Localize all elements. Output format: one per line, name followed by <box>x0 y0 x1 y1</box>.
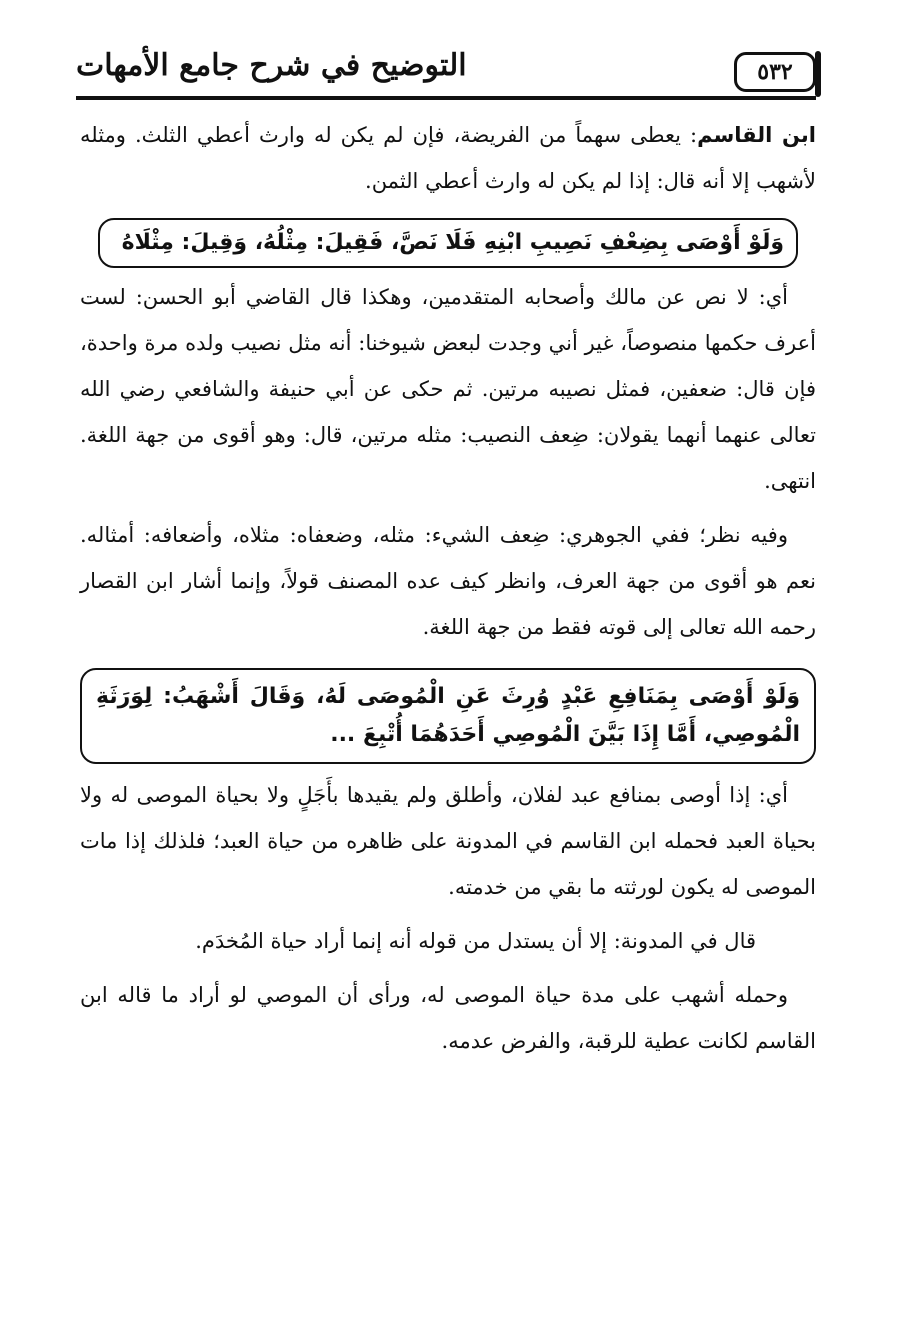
paragraph-commentary-double-share: أي: لا نص عن مالك وأصحابه المتقدمين، وهكذا قال القاضي أبو الحسن: لست أعرف حكمها منصوصاً، غير أني وجدت لبعض شيوخنا: أنه مثل نصيب ولده مرة واحدة، فإن قال: ضعفين، فمثل نصيبه مرتين. ثم حكى عن أبي حنيفة والشافعي رضي الله تعالى عنهما أنهما يقولان: ضِعف النصيب: مثله مرتين، قال: وهو أقوى من جهة اللغة. انتهى. <box>80 285 816 493</box>
paragraph-lead-name: ابن القاسم <box>697 123 817 147</box>
paragraph-commentary-benefits: أي: إذا أوصى بمنافع عبد لفلان، وأطلق ولم يقيدها بأَجَلٍ ولا بحياة الموصى له ولا بحياة العبد فحمله ابن القاسم في المدونة على ظاهره من حياة العبد؛ فلذلك إذا مات الموصى له يكون لورثته ما بقي من خدمته. <box>80 783 816 899</box>
paragraph-ashhab-view: وحمله أشهب على مدة حياة الموصى له، ورأى أن الموصي لو أراد ما قاله ابن القاسم لكانت عطية للرقبة، والفرض عدمه. <box>80 983 816 1053</box>
page-header <box>76 38 816 100</box>
matn-box-slave-benefits: وَلَوْ أَوْصَى بِمَنَافِعِ عَبْدٍ وُرِثَ عَنِ الْمُوصَى لَهُ، وَقَالَ أَشْهَبُ: لِوَرَثَةِ الْمُوصِي، أَمَّا إِذَا بَيَّنَ الْمُوصِي أَحَدَهُمَا أُتْبِعَ ... <box>80 668 816 764</box>
running-title: التوضيح في شرح جامع الأمهات <box>76 48 467 83</box>
header-rule <box>76 96 816 100</box>
page-body <box>80 112 816 1064</box>
paragraph-mudawwana-quote: قال في المدونة: إلا أن يستدل من قوله أنه إنما أراد حياة المُخدَم. <box>195 929 756 953</box>
paragraph-ibn-al-qasim <box>80 112 816 204</box>
paragraph-text: : يعطى سهماً من الفريضة، فإن لم يكن له وارث أعطي الثلث. ومثله لأشهب إلا أنه قال: إذا لم يكن له وارث أعطي الثمن. <box>80 123 816 193</box>
page-number: ٥٣٢ <box>734 52 816 92</box>
paragraph-jawhari: وفيه نظر؛ ففي الجوهري: ضِعف الشيء: مثله، وضعفاه: مثلاه، وأضعافه: أمثاله. نعم هو أقوى من جهة العرف، وانظر كيف عده المصنف قولاً، وإنما أشار ابن القصار رحمه الله تعالى إلى قوته فقط من جهة اللغة. <box>80 523 816 639</box>
matn-box-double-share: وَلَوْ أَوْصَى بِضِعْفِ نَصِيبِ ابْنِهِ فَلَا نَصَّ، فَقِيلَ: مِثْلُهُ، وَقِيلَ: مِثْلَاهُ <box>98 218 798 268</box>
